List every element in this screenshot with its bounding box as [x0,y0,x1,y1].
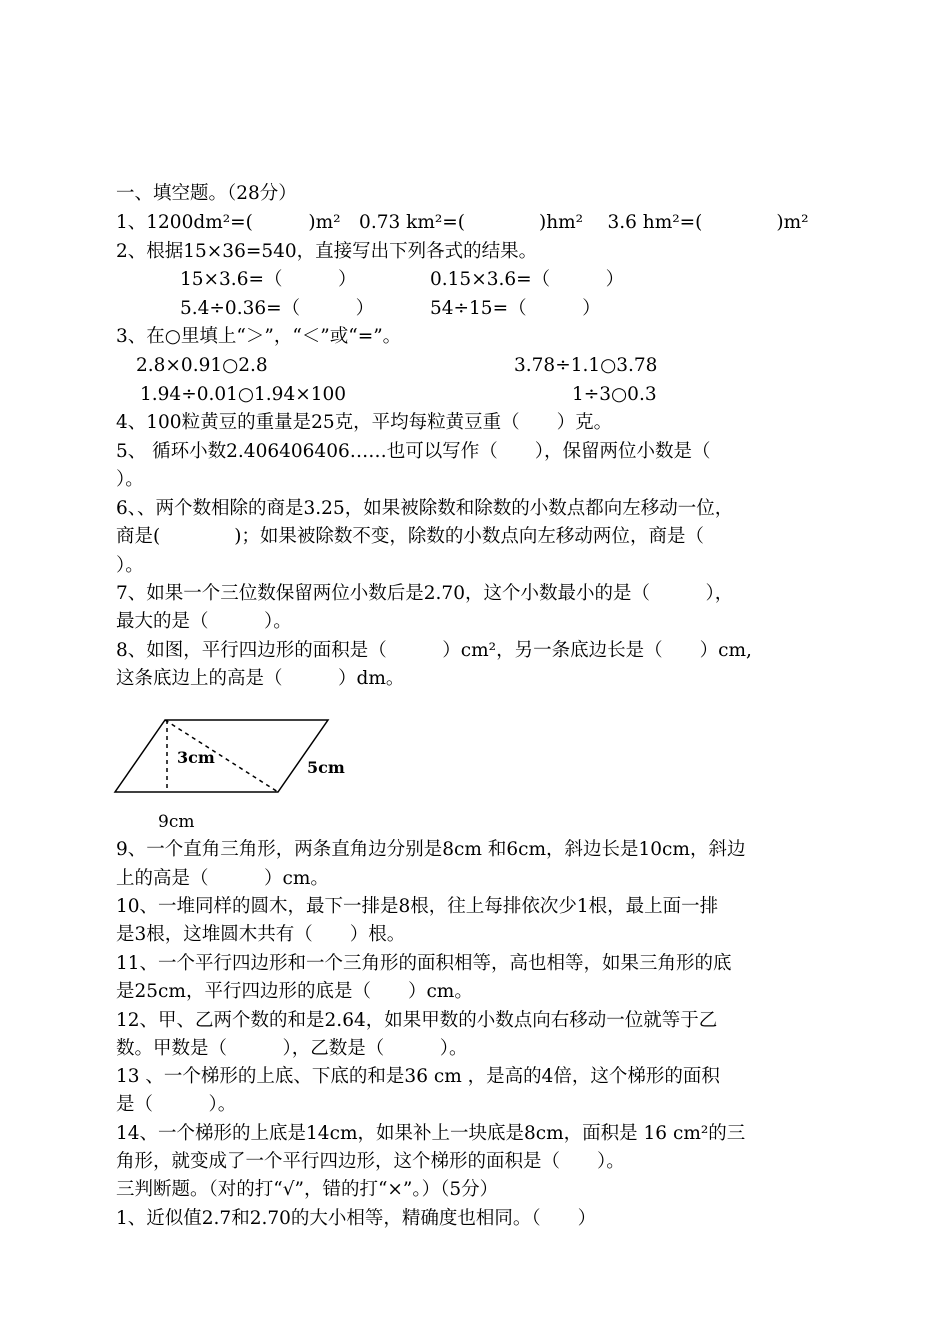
question-1: 1、1200dm²=( )m² 0.73 km²=( )hm² 3.6 hm²=( )m² [116,212,809,233]
question-6-line1: 6、、两个数相除的商是3.25，如果被除数和除数的小数点都向左移动一位， [116,498,734,519]
question-5-line1: 5、 循环小数2.406406406……也可以写作（ ），保留两位小数是（ [116,441,711,462]
question-10-line2: 是3根，这堆圆木共有（ ）根。 [116,924,406,945]
question-13-line1: 13 、一个梯形的上底、下底的和是36 cm ，是高的4倍，这个梯形的面积 [116,1066,720,1087]
judgment-question-1: 1、近似值2.7和2.70的大小相等，精确度也相同。（ ） [116,1208,597,1229]
question-8-line2: 这条底边上的高是（ ）dm。 [116,668,405,689]
question-14-line1: 14、一个梯形的上底是14cm，如果补上一块底是8cm，面积是 16 cm²的三 [116,1123,746,1144]
question-3: 3、在○里填上“＞”，“＜”或“=”。 [116,326,402,347]
section3-title: 三判断题。（对的打“√”，错的打“×”。）（5分） [116,1179,499,1200]
parallelogram-figure [110,712,360,812]
question-3-item-d: 1÷3○0.3 [572,384,657,405]
question-2-item-d: 54÷15=（ ） [430,298,601,319]
question-2-item-c: 5.4÷0.36=（ ） [180,298,375,319]
question-9-line2: 上的高是（ ）cm。 [116,868,329,889]
question-3-item-a: 2.8×0.91○2.8 [136,355,268,376]
question-12-line2: 数。甲数是（ ），乙数是（ ）。 [116,1038,468,1059]
question-13-line2: 是（ ）。 [116,1094,237,1115]
question-5-line2: ）。 [116,469,144,490]
question-10-line1: 10、一堆同样的圆木，最下一排是8根，往上每排依次少1根，最上面一排 [116,896,719,917]
question-6-line2: 商是( )；如果被除数不变，除数的小数点向左移动两位，商是（ [116,526,704,547]
question-11-line1: 11、一个平行四边形和一个三角形的面积相等，高也相等，如果三角形的底 [116,953,732,974]
height-label: 3cm [177,748,215,767]
question-2: 2、根据15×36=540，直接写出下列各式的结果。 [116,241,538,262]
base-label: 9cm [158,812,195,832]
question-14-line2: 角形，就变成了一个平行四边形，这个梯形的面积是（ ）。 [116,1151,625,1172]
question-2-item-a: 15×3.6=（ ） [180,269,357,290]
question-3-item-b: 3.78÷1.1○3.78 [514,355,658,376]
question-6-line3: ）。 [116,555,144,576]
question-11-line2: 是25cm，平行四边形的底是（ ）cm。 [116,981,473,1002]
question-3-item-c: 1.94÷0.01○1.94×100 [140,384,347,405]
side-label: 5cm [307,758,345,777]
section1-title: 一、填空题。（28分） [116,183,297,204]
question-7-line1: 7、如果一个三位数保留两位小数后是2.70，这个小数最小的是（ ）， [116,583,734,604]
question-2-item-b: 0.15×3.6=（ ） [430,269,625,290]
question-8-line1: 8、如图，平行四边形的面积是（ ）cm²，另一条底边长是（ ）cm, [116,640,752,661]
question-4: 4、100粒黄豆的重量是25克，平均每粒黄豆重（ ）克。 [116,412,613,433]
question-9-line1: 9、一个直角三角形，两条直角边分别是8cm 和6cm，斜边长是10cm，斜边 [116,839,746,860]
question-7-line2: 最大的是（ ）。 [116,611,292,632]
question-12-line1: 12、甲、乙两个数的和是2.64，如果甲数的小数点向右移动一位就等于乙 [116,1010,718,1031]
